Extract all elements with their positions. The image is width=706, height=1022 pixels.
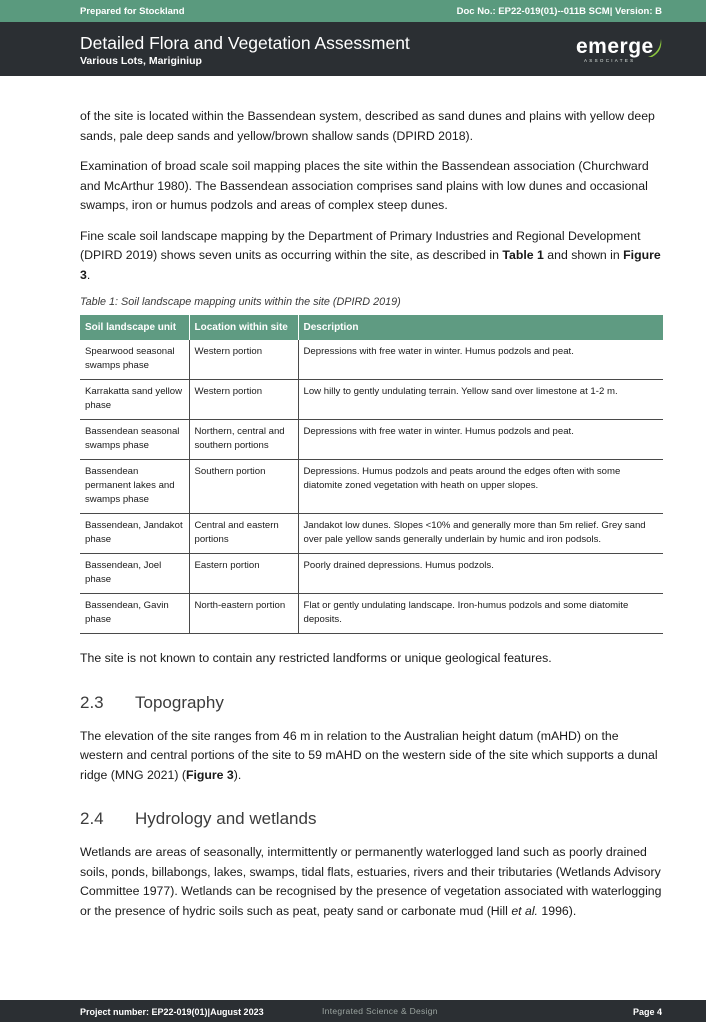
footer-tagline: Integrated Science & Design: [322, 1006, 438, 1016]
paragraph-bassendean-system: of the site is located within the Bassendean system, described as sand dunes and plains with yellow deep sands, pale deep sands and yellow/brown shallow sands (DPIRD 2018).: [80, 109, 655, 143]
section-heading-topography: [80, 693, 662, 713]
table-row: [80, 514, 663, 554]
et-al-italic: et al.: [511, 903, 538, 918]
section-heading-hydrology: [80, 809, 662, 829]
section-number: 2.4: [80, 809, 104, 828]
table-row: [80, 460, 663, 514]
column-header: Description: [298, 315, 663, 340]
table-cell: Poorly drained depressions. Humus podzols.: [298, 554, 663, 594]
table-row: [80, 380, 663, 420]
column-header: Location within site: [189, 315, 298, 340]
section-title: Hydrology and wetlands: [135, 809, 317, 828]
table-cell: Bassendean permanent lakes and swamps phase: [80, 460, 189, 514]
table-cell: Bassendean, Gavin phase: [80, 594, 189, 634]
table-1-reference: Table 1: [502, 248, 544, 262]
logo-tagline: ASSOCIATES: [584, 58, 636, 63]
table-cell: Western portion: [189, 380, 298, 420]
document-subtitle: Various Lots, Mariginiup: [80, 55, 202, 67]
table-cell: Eastern portion: [189, 554, 298, 594]
table-cell: Low hilly to gently undulating terrain. Yellow sand over limestone at 1-2 m.: [298, 380, 663, 420]
table-row: [80, 340, 663, 380]
top-bar: [0, 0, 706, 22]
paragraph-topography: The elevation of the site ranges from 46 m in relation to the Australian height datum (mAHD) on the western and central portions of the site to 59 mAHD on the western side of the site which supports a dunal ridge (MNG 2021) (Figure 3).: [80, 728, 658, 782]
table-cell: Spearwood seasonal swamps phase: [80, 340, 189, 380]
table-cell: Central and eastern portions: [189, 514, 298, 554]
paragraph-fine-scale-mapping: Fine scale soil landscape mapping by the Department of Primary Industries and Regional Development (DPIRD 2019) shows seven units as occurring within the site, as described in Table 1 and shown in Figure 3.: [80, 228, 661, 282]
logo-swoosh-icon: [646, 37, 664, 59]
section-number: 2.3: [80, 692, 104, 712]
document-header: [0, 22, 706, 76]
table-cell: North-eastern portion: [189, 594, 298, 634]
table-cell: Jandakot low dunes. Slopes <10% and generally more than 5m relief. Grey sand over pale yellow sands generally underlain by humic and iron podsols.: [298, 514, 663, 554]
table-cell: Bassendean, Joel phase: [80, 554, 189, 594]
table-row: [80, 594, 663, 634]
paragraph-landforms: The site is not known to contain any restricted landforms or unique geological features.: [80, 651, 552, 665]
project-number-label: Project number: EP22-019(01)|August 2023: [80, 1007, 264, 1017]
table-row: [80, 554, 663, 594]
table-cell: Northern, central and southern portions: [189, 420, 298, 460]
table-row: [80, 420, 663, 460]
page-number: Page 4: [632, 1007, 662, 1017]
table-cell: Bassendean, Jandakot phase: [80, 514, 189, 554]
table-cell: Flat or gently undulating landscape. Iron-humus podzols and some diatomite deposits.: [298, 594, 663, 634]
section-title: Topography: [135, 692, 224, 712]
paragraph-broad-scale-mapping: Examination of broad scale soil mapping places the site within the Bassendean association (Churchward and McArthur 1980). The Bassendean association comprises sand plains with low dunes and occasional swamps, iron or humus podzols and areas of complex steep dunes.: [80, 159, 649, 212]
table-cell: Western portion: [189, 340, 298, 380]
table-cell: Southern portion: [189, 460, 298, 514]
table-cell: Bassendean seasonal swamps phase: [80, 420, 189, 460]
table-cell: Karrakatta sand yellow phase: [80, 380, 189, 420]
column-header: Soil landscape unit: [80, 315, 189, 340]
document-title: Detailed Flora and Vegetation Assessment: [80, 33, 410, 53]
page-content: [80, 107, 662, 932]
table-cell: Depressions. Humus podzols and peats around the edges often with some diatomite zoned vegetation with heath on upper slopes.: [298, 460, 663, 514]
paragraph-wetlands: Wetlands are areas of seasonally, intermittently or permanently waterlogged land such as poorly drained soils, ponds, billabongs, lakes, swamps, tidal flats, estuaries, rivers and their tributaries (Wetlands Advisory Committee 1977). Wetlands can be recognised by the presence of vegetation associated with waterlogging or the presence of hydric soils such as peat, peaty sand or carbonate mud (Hill et al. 1996).: [80, 845, 662, 918]
prepared-for-label: Prepared for Stockland: [80, 6, 185, 17]
doc-number-label: Doc No.: EP22-019(01)--011B SCM| Version: B: [456, 6, 662, 17]
table-header-row: [80, 315, 663, 340]
logo-wordmark: emerge: [576, 35, 654, 58]
table-caption: Table 1: Soil landscape mapping units within the site (DPIRD 2019): [80, 296, 401, 308]
table-cell: Depressions with free water in winter. Humus podzols and peat.: [298, 340, 663, 380]
table-cell: Depressions with free water in winter. Humus podzols and peat.: [298, 420, 663, 460]
figure-3-reference: Figure 3: [185, 767, 234, 782]
soil-landscape-table: [80, 315, 663, 634]
figure-3-reference: Figure 3: [80, 248, 661, 282]
emerge-logo: [576, 35, 666, 65]
page-footer: [0, 1000, 706, 1022]
